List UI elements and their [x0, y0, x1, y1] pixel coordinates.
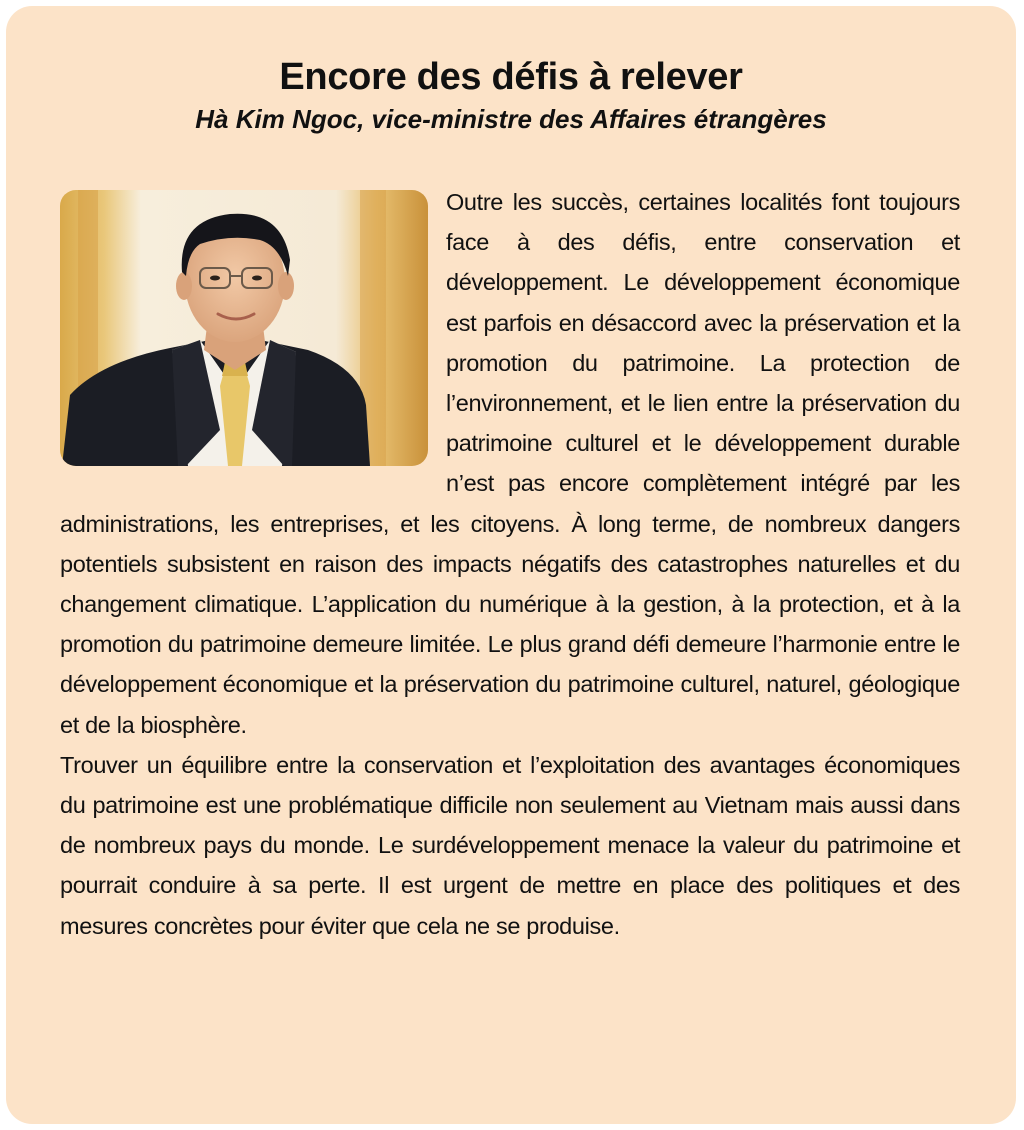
- body-paragraph: Trouver un équilibre entre la conservation et l’exploitation des avantages économiques du patrimoine est une problématique difficile non seulement au Vietnam mais aussi dans de nombreux pays du monde. Le surdéveloppement menace la valeur du patrimoine et pourrait conduire à sa perte. Il est urgent de mettre en place des politiques et des mesures concrètes pour éviter que cela ne se produise.: [60, 751, 960, 939]
- box-subtitle: Hà Kim Ngoc, vice-ministre des Affaires étrangères: [195, 104, 827, 134]
- box-body: [60, 182, 960, 946]
- box-title: Encore des défis à relever: [279, 56, 743, 98]
- body-paragraph: Outre les succès, certaines localités font toujours face à des défis, entre conservation et développement. Le développement économique est parfois en désaccord avec la préservation et la promotion du patrimoine. La protection de l’environnement, et le lien entre la préservation du patrimoine culturel et le développement durable n’est pas encore complètement intégré par les administrations, les entreprises, et les citoyens. À long terme, de nombreux dangers potentiels subsistent en raison des impacts négatifs des catastrophes naturelles et du changement climatique. L’application du numérique à la gestion, à la protection, et à la promotion du patrimoine demeure limitée. Le plus grand défi demeure l’harmonie entre le développement économique et la préservation du patrimoine culturel, naturel, géologique et de la biosphère.: [60, 189, 960, 738]
- interview-box: [6, 6, 1016, 1124]
- portrait-photo: [60, 190, 428, 466]
